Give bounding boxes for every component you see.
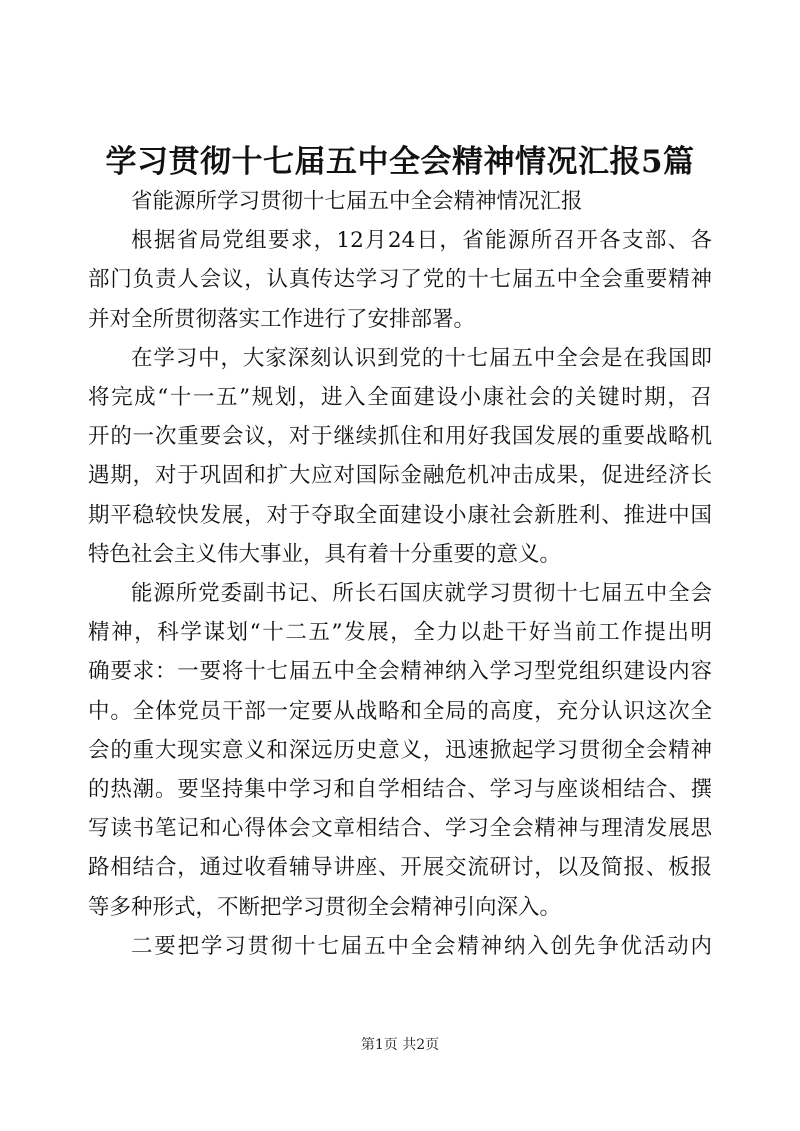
text-line: 写读书笔记和心得体会文章相结合、学习全会精神与理清发展思 — [88, 816, 712, 842]
paragraph — [88, 927, 712, 966]
text-line: 省能源所学习贯彻十七届五中全会精神情况汇报 — [131, 189, 583, 214]
text-line: 遇期，对于巩固和扩大应对国际金融危机冲击成果，促进经济长 — [88, 463, 712, 489]
text-line: 在学习中，大家深刻认识到党的十七届五中全会是在我国即 — [131, 345, 712, 371]
text-line: 二要把学习贯彻十七届五中全会精神纳入创先争优活动内 — [131, 933, 712, 959]
text-line: 中。全体党员干部一定要从战略和全局的高度，充分认识这次全 — [88, 698, 712, 724]
text-line: 部门负责人会议，认真传达学习了党的十七届五中全会重要精神 — [88, 267, 712, 293]
text-line: 并对全所贯彻落实工作进行了安排部署。 — [88, 306, 476, 332]
paragraph — [88, 221, 712, 339]
document-body — [88, 182, 712, 966]
paragraph — [88, 574, 712, 927]
text-line: 确要求：一要将十七届五中全会精神纳入学习型党组织建设内容 — [88, 659, 712, 685]
paragraph — [88, 182, 712, 221]
document-title: 学习贯彻十七届五中全会精神情况汇报5篇 — [105, 144, 695, 180]
paragraph — [88, 339, 712, 574]
text-line: 路相结合，通过收看辅导讲座、开展交流研讨，以及简报、板报 — [88, 855, 712, 881]
page-number: 第1页 共2页 — [360, 1037, 440, 1053]
text-line: 开的一次重要会议，对于继续抓住和用好我国发展的重要战略机 — [88, 424, 712, 450]
text-line: 精神，科学谋划“十二五”发展，全力以赴干好当前工作提出明 — [88, 620, 712, 646]
text-line: 特色社会主义伟大事业，具有着十分重要的意义。 — [88, 541, 562, 567]
text-line: 的热潮。要坚持集中学习和自学相结合、学习与座谈相结合、撰 — [88, 777, 712, 803]
text-line: 期平稳较快发展，对于夺取全面建设小康社会新胜利、推进中国 — [88, 502, 712, 528]
text-line: 将完成“十一五”规划，进入全面建设小康社会的关键时期，召 — [88, 385, 712, 411]
text-line: 会的重大现实意义和深远历史意义，迅速掀起学习贯彻全会精神 — [88, 737, 712, 763]
text-line: 根据省局党组要求，12月24日，省能源所召开各支部、各 — [131, 228, 712, 254]
text-line: 能源所党委副书记、所长石国庆就学习贯彻十七届五中全会 — [131, 581, 712, 607]
text-line: 等多种形式，不断把学习贯彻全会精神引向深入。 — [88, 894, 562, 920]
